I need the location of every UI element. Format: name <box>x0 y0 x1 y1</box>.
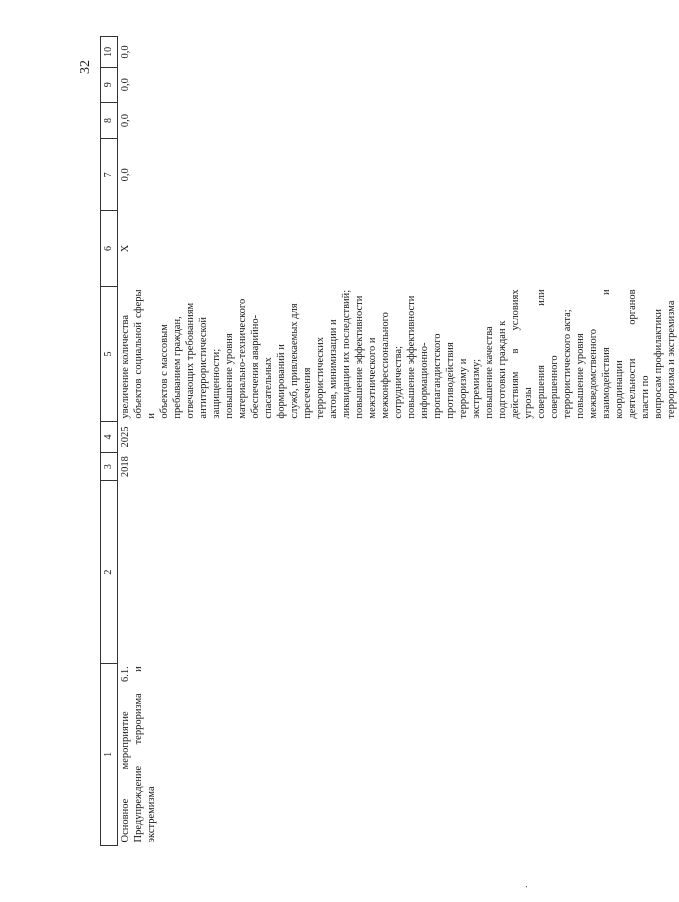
table-row <box>118 37 679 846</box>
result-line: межконфессионального <box>380 312 391 419</box>
result-line: повышение уровня <box>224 333 235 419</box>
column-number: 4 <box>101 422 118 453</box>
column-number: 3 <box>101 452 118 481</box>
result-line: повышение эффективности <box>406 295 417 419</box>
column-number: 8 <box>101 102 118 139</box>
column-7-value: 0,0 <box>120 168 131 182</box>
result-line: увеличение количества <box>120 314 131 419</box>
result-line: информационно- <box>419 342 430 419</box>
result-line: материально-технического <box>237 298 248 419</box>
result-line: подготовки граждан к <box>497 320 508 419</box>
result-line: пребыванием граждан, <box>172 316 183 419</box>
result-line: межэтнического и <box>367 337 378 419</box>
column-number: 6 <box>101 211 118 287</box>
column-number: 9 <box>101 67 118 102</box>
result-line: повышение уровня <box>575 333 586 419</box>
result-line: терроризма и экстремизма <box>666 300 677 419</box>
column-number: 2 <box>101 481 118 663</box>
result-line: ликвидации их последствий; <box>341 289 352 419</box>
start-year: 2018 <box>120 456 131 478</box>
result-line: повышение эффективности <box>354 295 365 419</box>
column-number: 5 <box>101 286 118 421</box>
result-line: террористического акта; <box>562 309 573 419</box>
result-line: спасательных формирований и <box>263 344 287 419</box>
result-line: межведомственного <box>588 328 599 419</box>
column-8-value: 0,0 <box>120 113 131 128</box>
result-line: повышение качества <box>484 326 495 419</box>
result-line: экстремизму; <box>471 359 482 419</box>
result-line: объектов социальной сферы и <box>133 289 157 419</box>
measure-name: Основное мероприятие 6.1. Предупреждение терроризма и экстремизма <box>120 666 157 843</box>
page-number: 32 <box>78 60 93 74</box>
responsible-cell <box>118 481 679 663</box>
column-6-mark: X <box>120 244 131 253</box>
column-10-value: 0,0 <box>120 45 131 59</box>
result-line: обеспечения аварийно- <box>250 314 261 419</box>
column-number: 7 <box>101 139 118 211</box>
result-line: действиям в условиях угрозы <box>510 289 534 419</box>
expected-results <box>118 286 679 421</box>
result-line: объектов с массовым <box>159 324 170 419</box>
column-number: 10 <box>101 37 118 68</box>
end-year: 2025 <box>120 426 131 448</box>
result-line: деятельности органов власти по <box>627 289 651 419</box>
result-line: сотрудничества; <box>393 345 404 419</box>
result-line: отвечающих требованиям <box>185 302 196 419</box>
result-line: взаимодействия и координации <box>601 289 625 419</box>
result-line: защищенности; <box>211 348 222 419</box>
result-line: противодействия терроризму и <box>445 342 469 419</box>
result-line: антитеррористической <box>198 317 209 419</box>
footnote-mark: . <box>519 885 530 888</box>
column-number: 1 <box>101 663 118 845</box>
result-line: пропагандистского <box>432 333 443 419</box>
result-line: совершения или совершенного <box>536 289 560 419</box>
column-9-value: 0,0 <box>120 78 131 92</box>
result-line: служб, привлекаемых для <box>289 303 300 419</box>
result-line: пресечения террористических <box>302 337 326 419</box>
result-line: вопросам профилактики <box>653 309 664 419</box>
result-line: актов, минимизации и <box>328 319 339 419</box>
column-number-row <box>101 37 118 846</box>
measures-table <box>100 36 679 846</box>
